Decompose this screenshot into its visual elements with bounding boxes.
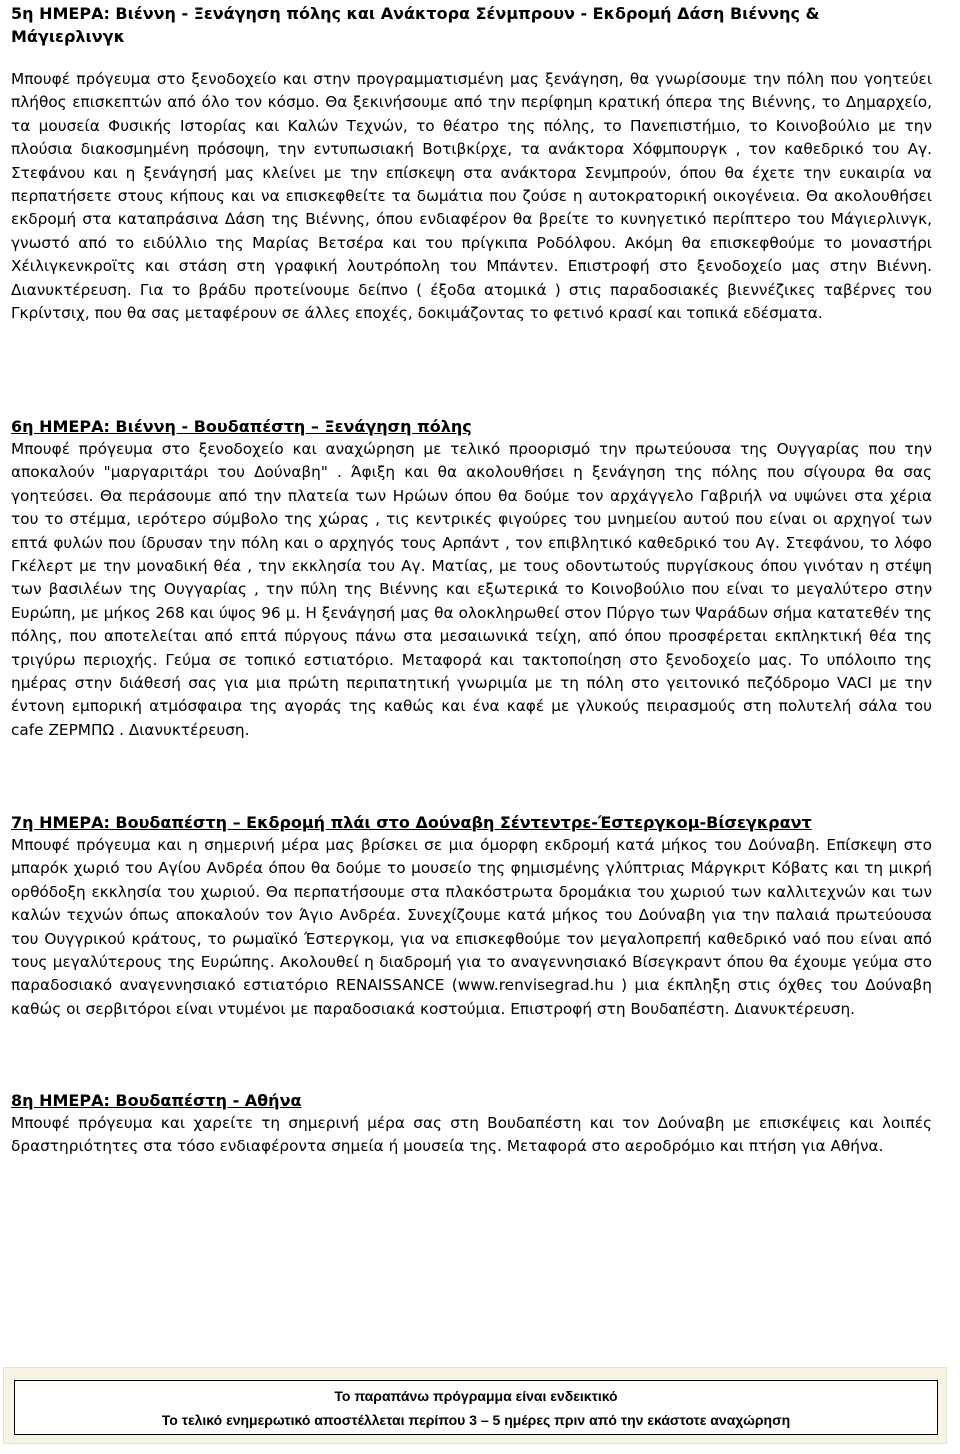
- day-8-title: 8η ΗΜΕΡΑ: Βουδαπέστη - Αθήνα: [11, 1091, 302, 1110]
- footer-notice-line-2: Το τελικό ενημερωτικό αποστέλλεται περίπου 3 – 5 ημέρες πριν από την εκάστοτε αναχώρηση: [161, 1411, 791, 1428]
- day-8-section: [11, 1089, 932, 1159]
- day-6-title: 6η ΗΜΕΡΑ: Βιέννη - Βουδαπέστη – Ξενάγηση πόλης: [11, 417, 472, 436]
- day-5-description: Μπουφέ πρόγευμα στο ξενοδοχείο και στην προγραμματισμένη μας ξενάγηση, θα γνωρίσουμε την πόλη που γοητεύει πλήθος επισκεπτών από όλο τον κόσμο. Θα ξεκινήσουμε από την περίφημη κρατική όπερα της Βιέννης, το Δημαρχείο, τα μουσεία Φυσικής Ιστορίας και Καλών Τεχνών, το θέατρο της πόλης, το Πανεπιστήμιο, το Κοινοβούλιο με την πλούσια διακοσμημένη πρόσοψη, την εντυπωσιακή Βοτιβκίρχε, τα ανάκτορα Χόφμπουργκ , τον καθεδρικό του Αγ. Στεφάνου και η ξενάγησή μας κλείνει με την επίσκεψη στα ανάκτορα Σενμπρούν, όπου θα έχετε την ευκαιρία να περπατήσετε στους κήπους και να επισκεφθείτε τα δωμάτια που ζούσε η αυτοκρατορική οικογένεια. Θα ακολουθήσει εκδρομή στα καταπράσινα Δάση της Βιέννης, όπου ενδιαφέρον θα βρείτε το κυνηγετικό περίπτερο του Μάγιερλινγκ, γνωστό από το ειδύλλιο της Μαρίας Βετσέρα και του πρίγκιπα Ροδόλφου. Ακόμη θα επισκεφθούμε το μοναστήρι Χέιλιγκενκροϊτς και στάση στη γραφική λουτρόπολη του Μπάντεν. Επιστροφή στο ξενοδοχείο μας στην Βιέννη. Διανυκτέρευση. Για το βράδυ προτείνουμε δείπνο ( έξοδα ατομικά ) στις παραδοσιακές βιεννέζικες ταβέρνες του Γκρίντσιχ, που θα σας μεταφέρουν σε άλλες εποχές, δοκιμάζοντας το φετινό κρασί και τοπικά εδέσματα.: [11, 70, 932, 323]
- footer-notice-box: [14, 1380, 938, 1435]
- day-6-description: Μπουφέ πρόγευμα στο ξενοδοχείο και αναχώρηση με τελικό προορισμό την πρωτεύουσα της Ουγγαρίας που την αποκαλούν "μαργαριτάρι του Δούναβη" . Άφιξη και θα ακολουθήσει η ξενάγηση της πόλης που σίγουρα θα σας γοητεύσει. Θα περάσουμε από την πλατεία των Ηρώων όπου θα δούμε τον αρχάγγελο Γαβριήλ να υψώνει στα χέρια του το στέμμα, ιερότερο σύμβολο της χώρας , τις κεντρικές φιγούρες του μνημείου αυτού που είναι οι αρχηγοί των επτά φυλών που ίδρυσαν την πόλη και ο αρχηγός τους Αρπάντ , τον επιβλητικό καθεδρικό του Αγ. Στεφάνου, το λόφο Γκέλερτ με την μοναδική θέα , την εκκλησία του Αγ. Ματίας, με τους οδοντωτούς πυργίσκους όπου γινόταν η στέψη των βασιλέων της Ουγγαρίας , την πύλη της Βιέννης και εξωτερικά το Κοινοβούλιο που είναι το μεγαλύτερο στην Ευρώπη, με μήκος 268 και ύψος 96 μ. Η ξενάγησή μας θα ολοκληρωθεί στον Πύργο των Ψαράδων σήμα κατατεθέν της πόλης, που αποτελείται από επτά πύργους πάνω στα μεσαιωνικά τείχη, από όπου προσφέρεται εκπληκτική θέα της τριγύρω περιοχής. Γεύμα σε τοπικό εστιατόριο. Μεταφορά και τακτοποίηση στο ξενοδοχείο μας. Το υπόλοιπο της ημέρας στην διάθεσή σας για μια πρώτη περιπατητική γνωριμία με τη πόλη στο γειτονικό πεζόδρομο VACI με την έντονη εμπορική ατμόσφαιρα της αγοράς της καθώς και ένα καφέ με γλυκούς πειρασμούς στη πολυτελή σάλα του cafe ΖΕΡΜΠΩ . Διανυκτέρευση.: [11, 440, 932, 739]
- day-7-description: Μπουφέ πρόγευμα και η σημερινή μέρα μας βρίσκει σε μια όμορφη εκδρομή κατά μήκος του Δούναβη. Επίσκεψη στο μπαρόκ χωριό του Αγίου Ανδρέα όπου θα δούμε το μουσείο της φημισμένης γλύπτριας Μάργκριτ Κόβατς και τη μικρή ορθόδοξη εκκλησία του χωριού. Θα περπατήσουμε στα πλακόστρωτα δρομάκια του χωριού των καλλιτεχνών και των καλών τεχνών όπως αποκαλούν τον Άγιο Ανδρέα. Συνεχίζουμε κατά μήκος του Δούναβη για την παλαιά πρωτεύουσα του Ουγγρικού κράτους, το ρωμαϊκό Έστεργκομ, για να επισκεφθούμε τον μεγαλοπρεπή καθεδρικό ναό που είναι από τους μεγαλύτερους της Ευρώπης. Ακολουθεί η διαδρομή για το αναγεννησιακό Βίσεγκραντ όπου θα έχουμε γεύμα στο παραδοσιακό αναγεννησιακό εστιατόριο RENAISSANCE (www.renvisegrad.hu ) μια έκπληξη στις όχθες του Δούναβη καθώς οι σερβιτόροι είναι ντυμένοι με παραδοσιακά κοστούμια. Επιστροφή στη Βουδαπέστη. Διανυκτέρευση.: [11, 836, 932, 1018]
- day-7-title: 7η ΗΜΕΡΑ: Βουδαπέστη – Εκδρομή πλάι στο Δούναβη Σέντεντρε-Έστεργκομ-Βίσεγκραντ: [11, 813, 812, 832]
- day-7-section: [11, 811, 932, 1021]
- footer-notice-line-1: Το παραπάνω πρόγραμμα είναι ενδεικτικό: [334, 1387, 618, 1404]
- day-5-title: 5η ΗΜΕΡΑ: Βιέννη - Ξενάγηση πόλης και Ανάκτορα Σένμπρουν - Εκδρομή Δάση Βιέννης & Μάγιερλινγκ: [11, 4, 820, 46]
- footer-panel: [3, 1367, 947, 1444]
- day-6-section: [11, 415, 932, 742]
- day-5-section: [11, 2, 932, 325]
- day-8-description: Μπουφέ πρόγευμα και χαρείτε τη σημερινή μέρα σας στη Βουδαπέστη και τον Δούναβη με επισκέψεις και λοιπές δραστηριότητες στα τόσο ενδιαφέροντα σημεία ή μουσεία της. Μεταφορά στο αεροδρόμιο και πτήση για Αθήνα.: [11, 1114, 932, 1156]
